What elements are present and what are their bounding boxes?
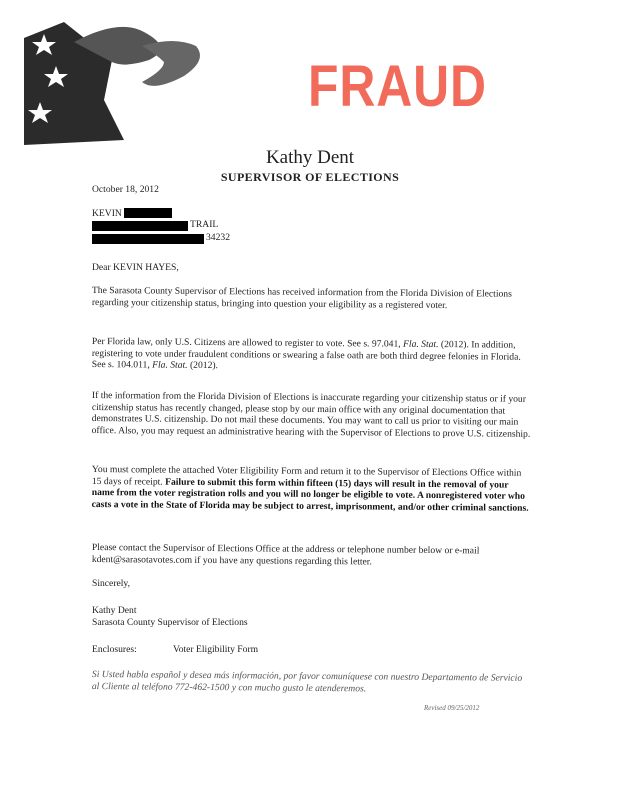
spanish-notice: Si Usted habla español y desea más información, por favor comuníquese con nuestro Departamento de Servicio al Cliente al teléfono 772-462-1500 y con mucho gusto le atenderemos. [91,669,523,694]
statute-citation: Fla. Stat. [403,338,439,351]
address-line-1: KEVIN [92,208,122,219]
signature-name: Kathy Dent [92,605,137,616]
signature-title: Sarasota County Supervisor of Elections [92,617,248,628]
letter-date: October 18, 2012 [92,184,159,195]
closing: Sincerely, [92,578,131,589]
law-text-b: (2012). In addition, registering to vote under fraudulent conditions or swearing a false oath are both third degree felonies in Florida. See s. 104.011, [91,339,521,371]
warning-text: Failure to submit this form within fifteen (15) days will result in the removal of your name from the voter registration rolls and you will no longer be eligible to vote. A nonregistered voter who casts a vote in the State of Florida may be subject to arrest, imprisonment, and/or other criminal sanctions. [91,476,529,514]
law-text-c: (2012). [187,360,219,372]
revision-date: Revised 09/25/2012 [424,704,480,712]
enclosures-value: Voter Eligibility Form [173,644,259,655]
statute-citation: Fla. Stat. [152,359,188,372]
law-text-a: Per Florida law, only U.S. Citizens are allowed to register to vote. See s. 97.041, [91,336,404,350]
address-line-2: TRAIL [190,219,219,230]
eagle-stars-logo [24,20,204,145]
deadline-text: You must complete the attached Voter Eligibility Form and return it to the Supervisor of Elections Office within 15 days of receipt. [91,464,522,488]
paragraph-law [92,336,532,375]
paragraph-contact: Please contact the Supervisor of Elections Office at the address or telephone number below or e-mail kdent@sarasotavotes.com if you have any questions regarding this letter. [91,542,480,568]
address-zip: 34232 [206,232,230,243]
redaction-bar [92,234,204,244]
enclosures-label: Enclosures: [92,644,137,655]
official-title: SUPERVISOR OF ELECTIONS [220,170,400,184]
fraud-stamp: FRAUD [308,54,487,119]
redaction-bar [124,208,172,218]
paragraph-notice: The Sarasota County Supervisor of Elections has received information from the Florida Division of Elections regarding your citizenship status, bringing into question your eligibility as a registered voter. [91,285,512,311]
redaction-bar [92,221,188,231]
official-name: Kathy Dent [265,147,355,168]
paragraph-deadline [92,464,532,514]
salutation: Dear KEVIN HAYES, [92,262,179,273]
paragraph-instructions: If the information from the Florida Division of Elections is inaccurate regarding your citizenship status or if your citizenship status has recently changed, please stop by our main office with any original documentation that demonstrates U.S. citizenship. Do not mail these documents. You may want to call us prior to visiting our main office. Also, you may request an administrative hearing with the Supervisor of Elections to prove U.S. citizenship. [91,390,531,440]
